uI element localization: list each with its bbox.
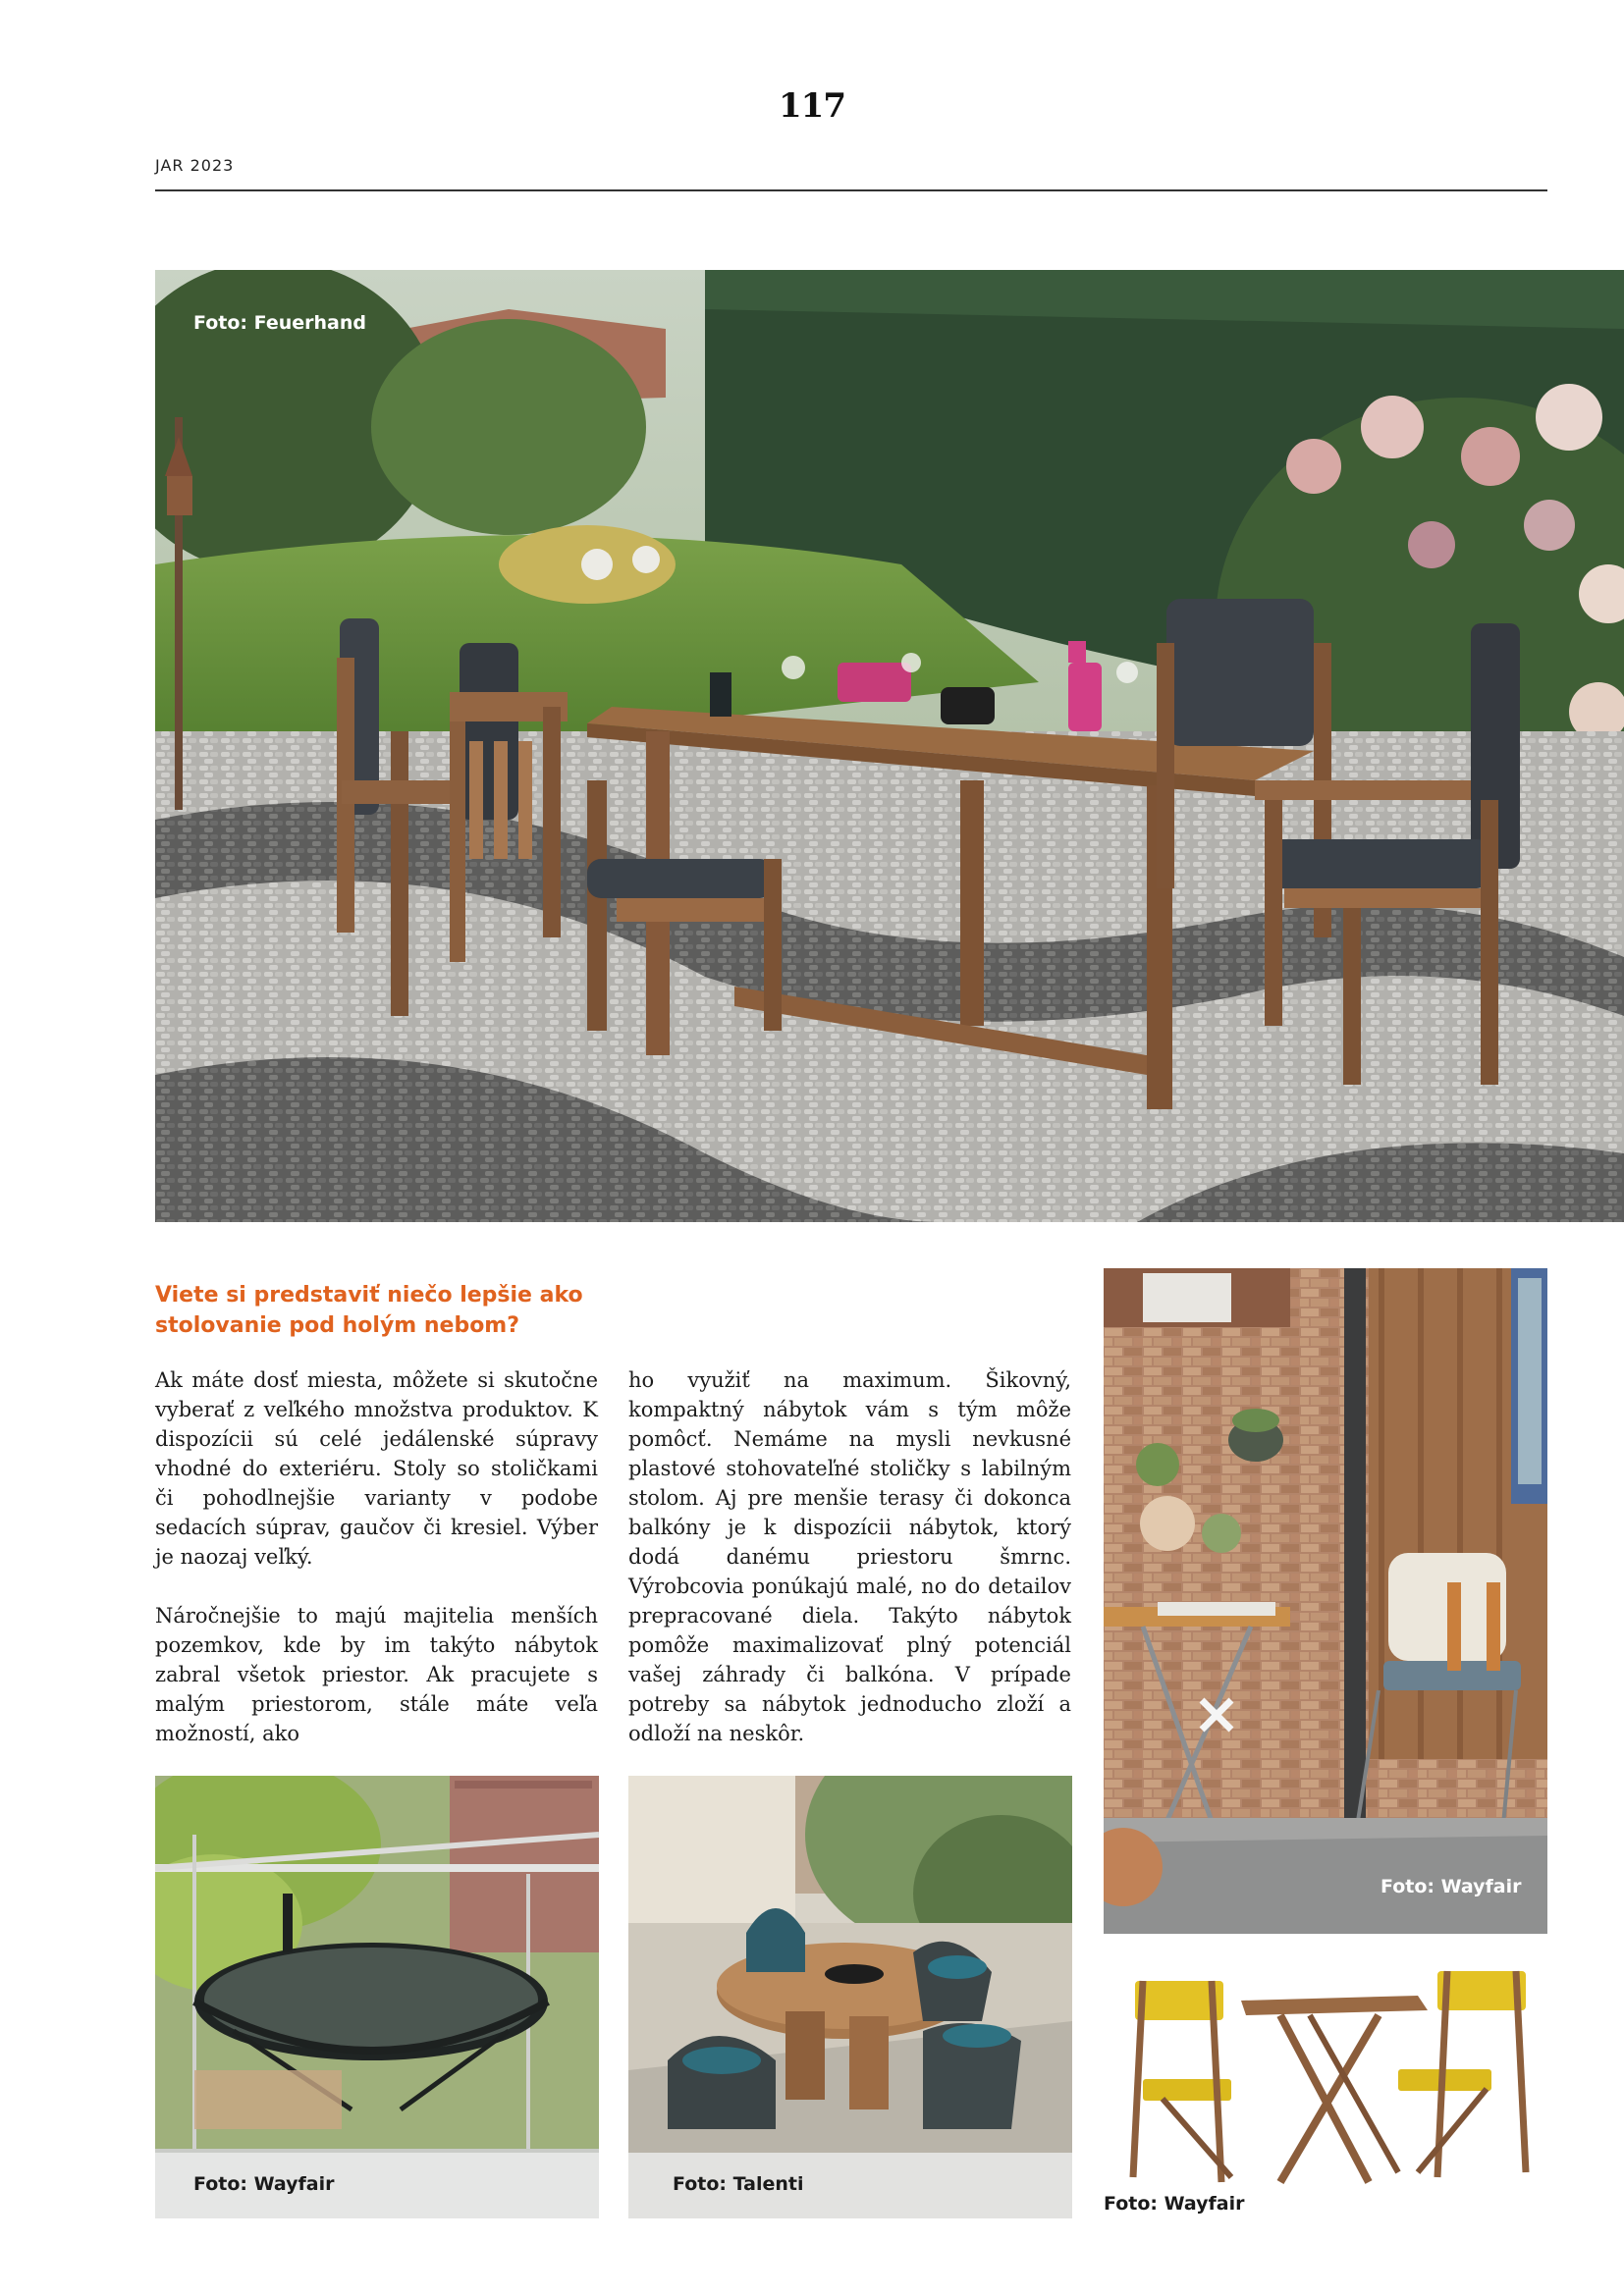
bistro-wall-photo: [1104, 1268, 1547, 1934]
page-number: 117: [779, 86, 845, 126]
article-column-1: [155, 1365, 598, 1778]
balcony-photo-credit: Foto: Wayfair: [193, 2173, 335, 2195]
hero-photo: [155, 270, 1624, 1222]
article-paragraph: ho využiť na maximum. Šikovný, kompaktný nábytok vám s tým môže pomôcť. Nemáme na mysli nevkusné plastové stohovateľné stoličky s labilným stolom. Aj pre menšie terasy či dokonca balkóny je k dispozícii nábytok, ktorý dodá danému priestoru šmrnc. Výrobcovia ponúkajú malé, no do detailov prepracované diela. Takýto nábytok pomôže maximalizovať plný potenciál vašej záhrady či balkóna. V prípade potreby sa nábytok jednoducho zloží a odloží na neskôr.: [628, 1368, 1071, 1745]
bistro-wall-photo-credit: Foto: Wayfair: [1380, 1876, 1522, 1897]
hero-photo-credit: Foto: Feuerhand: [193, 312, 366, 334]
yellow-folding-set-photo: [1104, 1961, 1547, 2197]
article-paragraph: Náročnejšie to majú majitelia menších pozemkov, kde by im takýto nábytok zabral všetok priestor. Ak pracujete s malým priestorom, stále máte veľa možností, ako: [155, 1604, 598, 1745]
issue-label: JAR 2023: [155, 156, 235, 175]
yellow-folding-set-credit: Foto: Wayfair: [1104, 2193, 1245, 2215]
round-table-photo-credit: Foto: Talenti: [673, 2173, 804, 2195]
article-paragraph: Ak máte dosť miesta, môžete si skutočne vyberať z veľkého množstva produktov. K dispozícii sú celé jedálenské súpravy vhodné do exteriéru. Stoly so stoličkami či pohodlnejšie varianty v podobe sedacích súprav, gaučov či kresiel. Výber je naozaj veľký.: [155, 1368, 598, 1569]
article-headline: Viete si predstaviť niečo lepšie ako stolovanie pod holým nebom?: [155, 1283, 583, 1338]
article-column-2: [628, 1365, 1071, 1778]
header-divider: [155, 189, 1547, 191]
